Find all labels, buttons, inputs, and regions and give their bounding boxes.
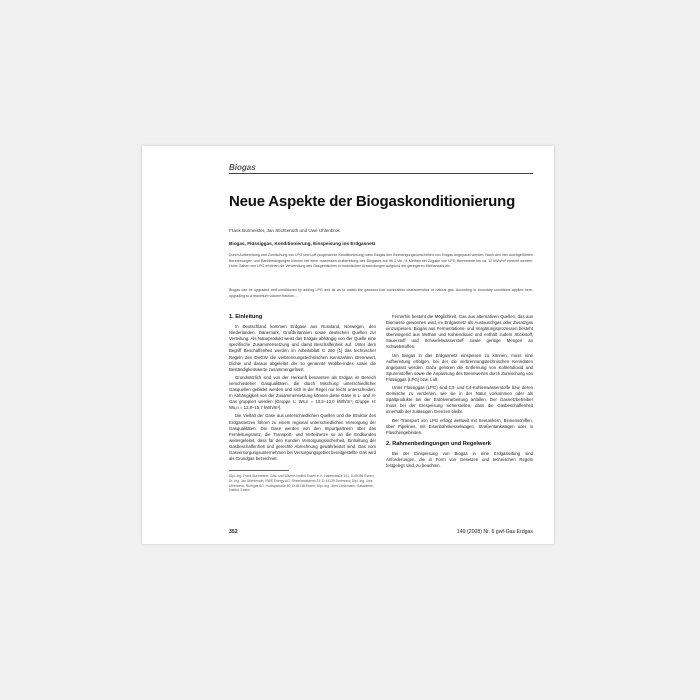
section-label: Biogas	[229, 163, 256, 172]
journal-reference: 149 (2008) Nr. 6 gwf-Gas Erdgas	[456, 529, 533, 535]
abstract-english: Biogas can be upgraded and conditioned by adding LPG and air as to match the gaseous fuel combustion characteristics of natural gas. According to boundary conditions applied here, upgrading to a maximum volume fraction...	[229, 288, 533, 298]
section-rule	[229, 173, 533, 174]
section-header	[229, 163, 533, 174]
heading-introduction: 1. Einleitung	[229, 314, 263, 320]
article-authors: Frank Burmeister, Jan Stichtenoth und Uwe Uhlenbrok	[229, 228, 340, 233]
paragraph: Der Transport von LPG erfolgt weltweit mit Seetankern, Binnenschiffen, über Pipelines, mit Eisenbahnkesselwagen, Straßentankwagen oder in Flaschengebinden.	[386, 417, 533, 435]
author-footnote: Dipl.-Ing. Frank Burmeister, Gas- und Wärme-Institut Essen e.V., Hafenstraße 101, D-45356 Essen; Dr.-Ing. Jan Stichtenoth, RWE Energy AG, Rheinlanddamm 24, D-44139 Dortmund; Dipl.-Ing. Uwe Uhlenbrok, Ruhrgas AG, Huttropstraße 60, D-45138 Essen; Dipl.-Ing. Jens Lindemann, Gaswärme-Institut, Essen.	[229, 474, 375, 493]
article-keywords: Biogas, Flüssiggas, Konditionierung, Einspeisung ins Erdgasnetz	[229, 241, 376, 246]
paragraph: Fernerhin besteht die Möglichkeit, Gas aus alternativen Quellen, das aus Biomasse gewonnen wird, im Erdgasnetz als Austauschgas oder Zusatzgas einzuspeisen. Biogas aus Fermentations- und Vergärungsprozessen besteht überwiegend aus Methan und Kohlendioxid und enthält zudem Stickstoff, Sauerstoff und Schwefelwasserstoff sowie geringe Mengen an Schwebstoffen.	[386, 314, 533, 350]
paragraph: In Deutschland kommen Erdgase aus Russland, Norwegen, den Niederlanden, Dänemark, Großbritannien sowie deutschen Quellen zur Verteilung. Als Naturprodukt weist das Erdgas abhängig von der Quelle eine spezifische Zusammensetzung und damit Beschaffenheit auf. Unter dem Begriff Beschaffenheit werden im Arbeitsblatt G 260 [1] das technischer Regeln des DVGW die verbrennungstechnischen Kennzahlen Brennwert, Dichte und daraus abgeleitet der so genannte Wobbe-Index sowie die Beständigkeitswerte zusammengefasst.	[229, 324, 376, 372]
paragraph: Die Vielfalt der Gase aus unterschiedlichen Quellen und die Struktur des Erdgasnetzes führen zu einem regional unterschiedlichen Versorgung der Gasqualitäten. Die Gase werden von den Importpartnern über das Fernleitungsnetz, die Transport- und Verteilnetze so an die Endkunden weitergeleitet, dass für den Kunden Versorgungssicherheit, Einhaltung der Gasbeschaffenheit und gerechte Abrechnung gewährleistet sind. Das vom Gasversorgungsunternehmen bei Versorgungsgebiet bereitgestellte Gas wird als Grundgas bezeichnet.	[229, 413, 376, 462]
document-page	[142, 146, 554, 544]
footnote-rule	[229, 470, 289, 471]
paragraph: Grundsätzlich sind von der Herkunft benannten als Erdgas im Bereich verschiedener Gasqualitäten, die durch Mischung unterschiedlicher Gasquellen gebildet werden und sich in der Regel nur leicht unterscheiden. In Abhängigkeit von der Zusammensetzung können diese Gase in L- und H-Gas gruppiert werden (Gruppe L: Ws,n = 10,5–13,0 kWh/m³; Gruppe H: Ws,n = 12,8–15,7 kWh/m³).	[229, 374, 376, 411]
column-right	[386, 314, 533, 471]
paragraph: Um Biogas in das Erdgasnetz einspeisen zu können, muss eine Aufbereitung erfolgen, bei der die verbrennungstechnischen Kenndaten angepasst werden. Dazu gehören die Entfernung von Kohlendioxid und Spurenstoffen sowie die Anpassung des Brennwertes durch Zumischung von Flüssiggas (LPG) bzw. Luft.	[386, 352, 533, 382]
paragraph: Bei der Einspeisung von Biogas in eine Erdgasleitung sind Anforderungen, die in Form von Gesetzen und technischen Regeln festgelegt sind, zu beachten.	[386, 450, 533, 469]
page-number: 352	[229, 529, 238, 535]
heading-framework: 2. Rahmenbedingungen und Regelwerk	[386, 440, 491, 447]
article-title: Neue Aspekte der Biogaskonditionierung	[229, 193, 516, 210]
paragraph: Unter Flüssiggas (LPG) sind C3- und C4-Kohlenwasserstoffe bzw. deren Gemische zu verstehen, wie sie in der Natur vorkommen oder als Spaltprodukte bei der Erdölverarbeitung anfallen. Der Gasnetzbetreiber muss bei der Einspeisung sicherstellen, dass die Gasbeschaffenheit innerhalb der zulässigen Grenzen bleibt.	[386, 385, 533, 415]
column-left	[229, 314, 376, 493]
abstract-german: Durch Aufbereitung und Zumischung von LPG und Luft (sogenannte Konditionierung) kann Biogas den Beimengungsvorschriften von Erdgas angepasst werden. Nach den hier durchgeführten Berechnungen und Randbedingungen können bei einer maximalen Aufbereitung des Biogases auf 96,3 Vol.-% Methan bei Zugabe von LPG Brennwerte bis ca. 12 kWh/m³ erreicht werden. Hohe Gaben von LPG erhöhen die Verwendung des Gasgemisches in motorischen Anwendungen aufgrund der geringeren Methanzahl etc.	[229, 253, 533, 269]
